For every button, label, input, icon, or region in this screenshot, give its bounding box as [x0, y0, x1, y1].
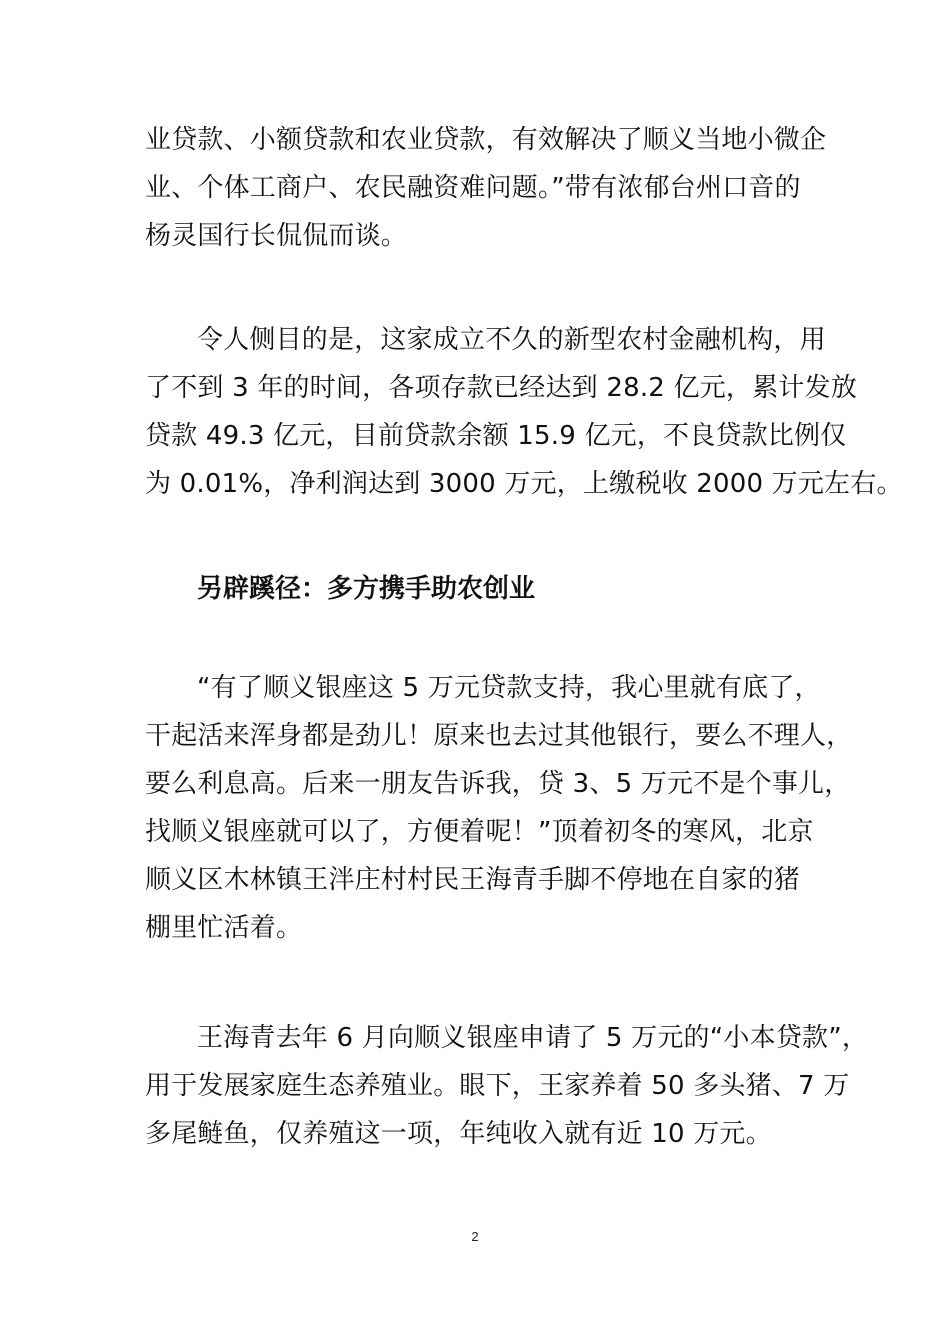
text-line: 业贷款、小额贷款和农业贷款，有效解决了顺义当地小微企 [145, 125, 827, 155]
text-line: 了不到 3 年的时间，各项存款已经达到 28.2 亿元，累计发放 [145, 373, 857, 403]
text-line: 贷款 49.3 亿元，目前贷款余额 15.9 亿元，不良贷款比例仅 [145, 421, 847, 451]
text-line: 杨灵国行长侃侃而谈。 [145, 221, 408, 251]
text-line: 令人侧目的是，这家成立不久的新型农村金融机构，用 [197, 325, 826, 355]
text-line: “有了顺义银座这 5 万元贷款支持，我心里就有底了， [197, 673, 821, 703]
text-line: 找顺义银座就可以了，方便着呢！”顶着初冬的寒风，北京 [145, 817, 814, 847]
paragraph-2 [145, 316, 903, 508]
section-heading: 另辟蹊径：多方携手助农创业 [197, 574, 536, 604]
text-line: 要么利息高。后来一朋友告诉我，贷 3、5 万元不是个事儿， [145, 769, 851, 799]
text-line: 多尾鲢鱼，仅养殖这一项，年纯收入就有近 10 万元。 [145, 1119, 772, 1149]
text-line: 王海青去年 6 月向顺义银座申请了 5 万元的“小本贷款”， [197, 1023, 869, 1053]
text-line: 棚里忙活着。 [145, 913, 303, 943]
text-line: 为 0.01%，净利润达到 3000 万元，上缴税收 2000 万元左右。 [145, 469, 903, 499]
paragraph-4 [145, 1014, 869, 1158]
text-line: 用于发展家庭生态养殖业。眼下，王家养着 50 多头猪、7 万 [145, 1071, 850, 1101]
page-number: 2 [471, 1229, 479, 1244]
text-line: 业、个体工商户、农民融资难问题。”带有浓郁台州口音的 [145, 173, 801, 203]
paragraph-3 [145, 664, 853, 952]
paragraph-1 [145, 116, 827, 260]
text-line: 顺义区木林镇王泮庄村村民王海青手脚不停地在自家的猪 [145, 865, 801, 895]
text-line: 干起活来浑身都是劲儿！原来也去过其他银行，要么不理人， [145, 721, 853, 751]
